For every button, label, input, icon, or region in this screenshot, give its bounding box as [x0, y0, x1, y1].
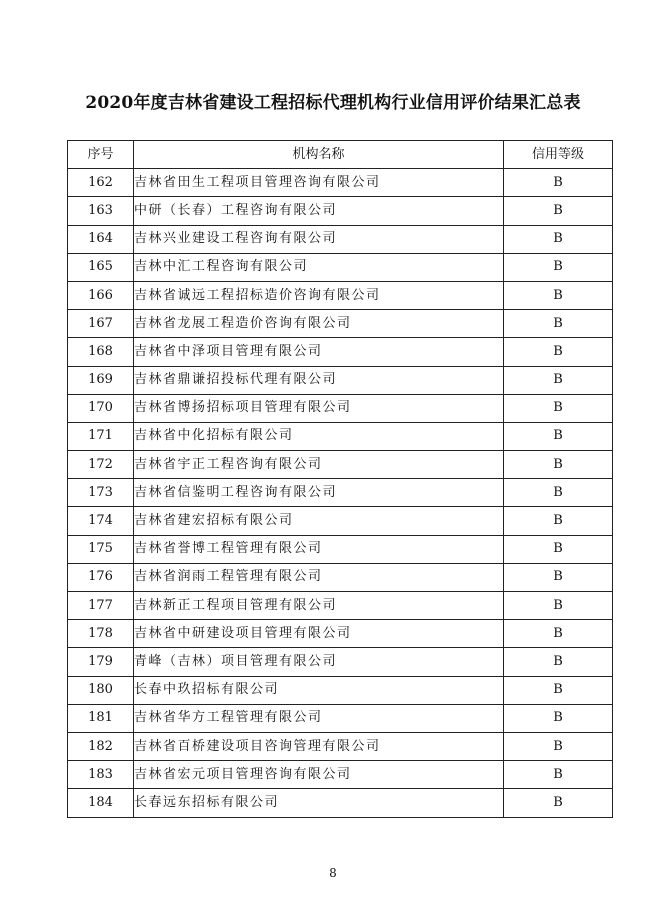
row-organization-name: 吉林省中研建设项目管理有限公司	[134, 620, 504, 648]
row-organization-name: 吉林省百桥建设项目咨询管理有限公司	[134, 732, 504, 760]
row-serial-number: 183	[68, 761, 134, 789]
row-serial-number: 182	[68, 732, 134, 760]
table-row	[68, 394, 613, 422]
row-serial-number: 166	[68, 281, 134, 309]
page-number: 8	[329, 866, 337, 880]
row-organization-name: 吉林新正工程项目管理有限公司	[134, 592, 504, 620]
row-credit-grade: B	[504, 507, 613, 535]
row-organization-name: 吉林省中化招标有限公司	[134, 422, 504, 450]
row-serial-number: 178	[68, 620, 134, 648]
table-row	[68, 620, 613, 648]
row-serial-number: 184	[68, 789, 134, 817]
row-serial-number: 172	[68, 451, 134, 479]
row-credit-grade: B	[504, 338, 613, 366]
row-serial-number: 165	[68, 253, 134, 281]
row-credit-grade: B	[504, 451, 613, 479]
row-credit-grade: B	[504, 225, 613, 253]
row-serial-number: 169	[68, 366, 134, 394]
row-credit-grade: B	[504, 253, 613, 281]
row-organization-name: 吉林省宏元项目管理咨询有限公司	[134, 761, 504, 789]
table-row	[68, 648, 613, 676]
table-row	[68, 704, 613, 732]
table-row	[68, 366, 613, 394]
table-header-row	[68, 141, 613, 169]
row-organization-name: 青峰（吉林）项目管理有限公司	[134, 648, 504, 676]
credit-rating-table	[67, 140, 613, 818]
table-row	[68, 451, 613, 479]
table-row	[68, 310, 613, 338]
row-organization-name: 吉林省田生工程项目管理咨询有限公司	[134, 169, 504, 197]
row-organization-name: 吉林省信鉴明工程咨询有限公司	[134, 479, 504, 507]
row-organization-name: 吉林省华方工程管理有限公司	[134, 704, 504, 732]
row-credit-grade: B	[504, 761, 613, 789]
row-credit-grade: B	[504, 394, 613, 422]
table-row	[68, 169, 613, 197]
row-credit-grade: B	[504, 197, 613, 225]
row-serial-number: 167	[68, 310, 134, 338]
row-serial-number: 164	[68, 225, 134, 253]
row-credit-grade: B	[504, 676, 613, 704]
row-credit-grade: B	[504, 479, 613, 507]
row-organization-name: 吉林省龙展工程造价咨询有限公司	[134, 310, 504, 338]
row-credit-grade: B	[504, 310, 613, 338]
row-serial-number: 174	[68, 507, 134, 535]
table-row	[68, 338, 613, 366]
row-serial-number: 175	[68, 535, 134, 563]
row-serial-number: 181	[68, 704, 134, 732]
table-row	[68, 479, 613, 507]
row-serial-number: 173	[68, 479, 134, 507]
row-organization-name: 吉林省诚远工程招标造价咨询有限公司	[134, 281, 504, 309]
table-row	[68, 676, 613, 704]
header-credit-grade: 信用等级	[504, 141, 613, 169]
table-row	[68, 761, 613, 789]
table-row	[68, 732, 613, 760]
document-title: 2020年度吉林省建设工程招标代理机构行业信用评价结果汇总表	[85, 93, 581, 113]
row-credit-grade: B	[504, 366, 613, 394]
row-organization-name: 吉林中汇工程咨询有限公司	[134, 253, 504, 281]
row-credit-grade: B	[504, 704, 613, 732]
table-row	[68, 592, 613, 620]
row-credit-grade: B	[504, 169, 613, 197]
row-credit-grade: B	[504, 732, 613, 760]
row-serial-number: 179	[68, 648, 134, 676]
row-organization-name: 长春中玖招标有限公司	[134, 676, 504, 704]
row-serial-number: 171	[68, 422, 134, 450]
table-row	[68, 563, 613, 591]
row-organization-name: 吉林省宇正工程咨询有限公司	[134, 451, 504, 479]
row-serial-number: 163	[68, 197, 134, 225]
row-credit-grade: B	[504, 535, 613, 563]
table-row	[68, 422, 613, 450]
row-organization-name: 吉林省誉博工程管理有限公司	[134, 535, 504, 563]
row-organization-name: 吉林省博扬招标项目管理有限公司	[134, 394, 504, 422]
table-row	[68, 535, 613, 563]
row-credit-grade: B	[504, 422, 613, 450]
row-credit-grade: B	[504, 592, 613, 620]
row-credit-grade: B	[504, 648, 613, 676]
row-serial-number: 168	[68, 338, 134, 366]
table-row	[68, 789, 613, 817]
row-organization-name: 吉林省建宏招标有限公司	[134, 507, 504, 535]
row-serial-number: 162	[68, 169, 134, 197]
row-serial-number: 180	[68, 676, 134, 704]
table-row	[68, 253, 613, 281]
table-row	[68, 281, 613, 309]
row-credit-grade: B	[504, 563, 613, 591]
row-organization-name: 吉林兴业建设工程咨询有限公司	[134, 225, 504, 253]
row-credit-grade: B	[504, 281, 613, 309]
header-organization-name: 机构名称	[134, 141, 504, 169]
table-body	[68, 169, 613, 817]
row-organization-name: 吉林省润雨工程管理有限公司	[134, 563, 504, 591]
table-row	[68, 197, 613, 225]
row-credit-grade: B	[504, 789, 613, 817]
row-serial-number: 170	[68, 394, 134, 422]
row-organization-name: 吉林省中泽项目管理有限公司	[134, 338, 504, 366]
table-row	[68, 507, 613, 535]
row-organization-name: 中研（长春）工程咨询有限公司	[134, 197, 504, 225]
row-serial-number: 176	[68, 563, 134, 591]
row-organization-name: 吉林省鼎谦招投标代理有限公司	[134, 366, 504, 394]
table-row	[68, 225, 613, 253]
header-serial-number: 序号	[68, 141, 134, 169]
row-credit-grade: B	[504, 620, 613, 648]
row-organization-name: 长春远东招标有限公司	[134, 789, 504, 817]
row-serial-number: 177	[68, 592, 134, 620]
